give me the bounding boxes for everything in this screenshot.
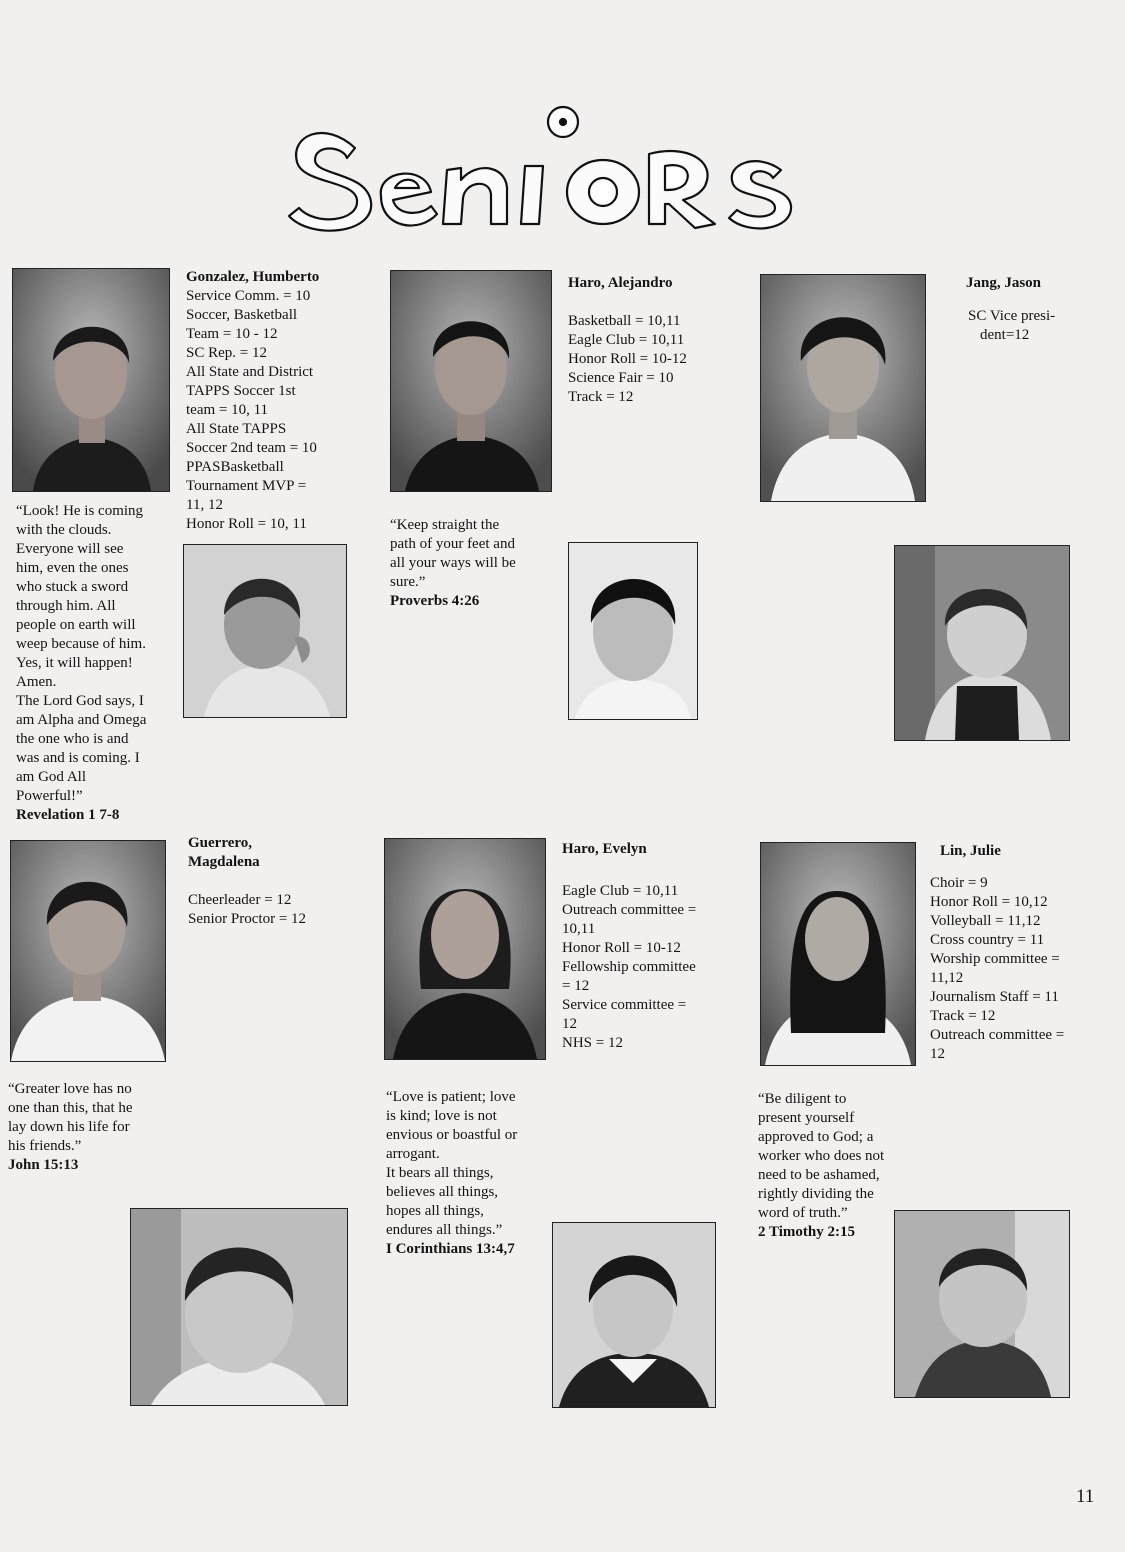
student-name: Haro, Evelyn bbox=[562, 841, 647, 857]
quote-haro-evelyn: “Love is patient; love is kind; love is not envious or boastful or arrogant. It bears all things, believes all things, hopes all things, endures all things.” I Corinthians 13:4,7 bbox=[386, 1088, 538, 1259]
childhood-photo-lin bbox=[894, 1210, 1070, 1398]
childhood-photo-guerrero bbox=[130, 1208, 348, 1406]
student-info-gonzalez bbox=[186, 268, 356, 534]
senior-portrait-lin bbox=[760, 842, 916, 1066]
senior-portrait-haro-evelyn bbox=[384, 838, 546, 1060]
scripture-reference: Revelation 1 7-8 bbox=[16, 807, 120, 823]
activity-list: Service Comm. = 10 Soccer, Basketball Team = 10 - 12 SC Rep. = 12 All State and District TAPPS Soccer 1st team = 10, 11 All State TAPPS Soccer 2nd team = 10 PPASBasketball Tournament MVP = 11, 12 Honor Roll = 10, 11 bbox=[186, 288, 317, 532]
senior-portrait-gonzalez bbox=[12, 268, 170, 492]
activity-list: SC Vice presi- dent=12 bbox=[968, 308, 1056, 343]
childhood-photo-jang bbox=[894, 545, 1070, 741]
seniors-bubble-lettering bbox=[285, 100, 810, 240]
scripture-reference: Proverbs 4:26 bbox=[390, 593, 480, 609]
childhood-photo-haro-alejandro bbox=[568, 542, 698, 720]
page-title bbox=[285, 100, 810, 240]
senior-portrait-haro-alejandro bbox=[390, 270, 552, 492]
page-number: 11 bbox=[1076, 1486, 1095, 1507]
student-info-lin bbox=[930, 842, 1100, 1064]
student-info-guerrero bbox=[188, 834, 358, 929]
activity-list: Eagle Club = 10,11 Outreach committee = 10,11 Honor Roll = 10-12 Fellowship committee = 12 Service committee = 12 NHS = 12 bbox=[562, 883, 697, 1051]
student-name: Gonzalez, Humberto bbox=[186, 269, 320, 285]
student-name: Guerrero, Magdalena bbox=[188, 835, 260, 870]
childhood-photo-gonzalez bbox=[183, 544, 347, 718]
senior-portrait-jang bbox=[760, 274, 926, 502]
scripture-reference: John 15:13 bbox=[8, 1157, 79, 1173]
scripture-reference: 2 Timothy 2:15 bbox=[758, 1224, 855, 1240]
childhood-photo-haro-evelyn bbox=[552, 1222, 716, 1408]
student-info-jang bbox=[962, 274, 1092, 345]
student-name: Haro, Alejandro bbox=[568, 275, 673, 291]
quote-gonzalez: “Look! He is coming with the clouds. Everyone will see him, even the ones who stuck a sword through him. All people on earth will weep because of him. Yes, it will happen! Amen. The Lord God says, I am Alpha and Omega the one who is and was and is coming. I am God All Powerful!” Revelation 1 7-8 bbox=[16, 502, 166, 825]
activity-list: Basketball = 10,11 Eagle Club = 10,11 Honor Roll = 10-12 Science Fair = 10 Track = 12 bbox=[568, 313, 687, 405]
senior-portrait-guerrero bbox=[10, 840, 166, 1062]
quote-guerrero: “Greater love has no one than this, that he lay down his life for his friends.” John 15:13 bbox=[8, 1080, 168, 1175]
student-name: Lin, Julie bbox=[940, 843, 1001, 859]
quote-lin: “Be diligent to present yourself approved to God; a worker who does not need to be ashamed, rightly dividing the word of truth.” 2 Timothy 2:15 bbox=[758, 1090, 908, 1242]
student-info-haro-evelyn bbox=[562, 840, 732, 1053]
activity-list: Choir = 9 Honor Roll = 10,12 Volleyball = 11,12 Cross country = 11 Worship committee = 11,12 Journalism Staff = 11 Track = 12 Outreach committee = 12 bbox=[930, 875, 1065, 1062]
scripture-reference: I Corinthians 13:4,7 bbox=[386, 1241, 515, 1257]
activity-list: Cheerleader = 12 Senior Proctor = 12 bbox=[188, 892, 307, 927]
student-info-haro-alejandro bbox=[568, 274, 738, 407]
student-name: Jang, Jason bbox=[966, 275, 1042, 291]
quote-haro-alejandro: “Keep straight the path of your feet and all your ways will be sure.” Proverbs 4:26 bbox=[390, 516, 540, 611]
